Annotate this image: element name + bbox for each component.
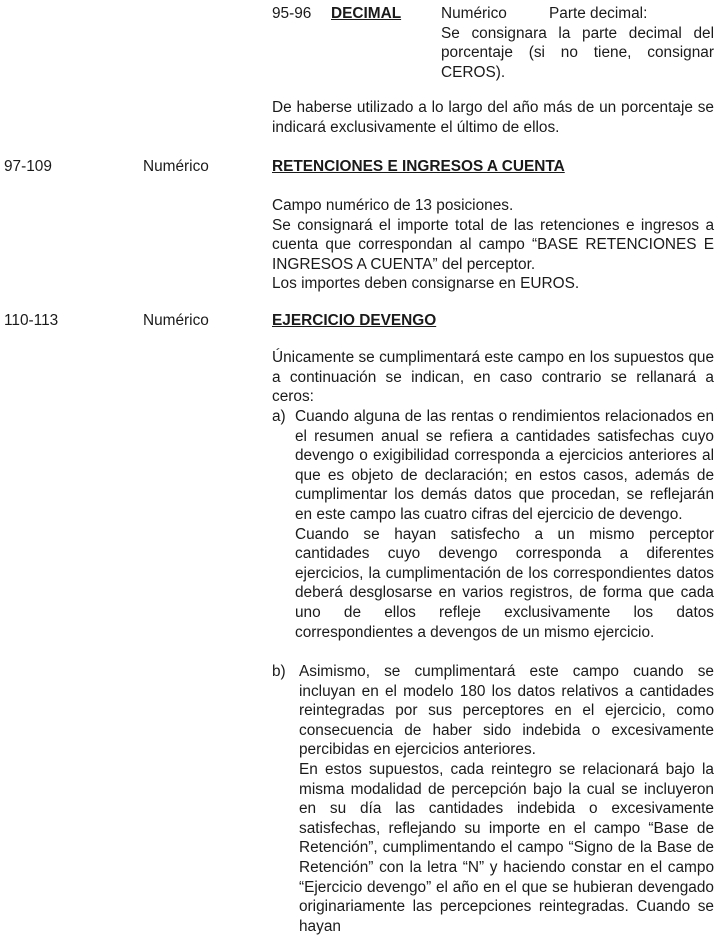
field-name: DECIMAL	[331, 5, 402, 22]
field-name: RETENCIONES E INGRESOS A CUENTA	[272, 158, 565, 175]
field-position: 97-109	[4, 158, 52, 175]
desc-line: Los importes deben consignarse en EUROS.	[272, 275, 580, 293]
list-item-label: a)	[272, 408, 286, 425]
list-item-paragraph: En estos supuestos, cada reintegro se relacionará bajo la misma modalidad de percepción bajo la cual se incluyeron en su día las cantidades indebida o excesivamente satisfechas, reflejando su importe en el campo “Base de Retención”, cumplimentando el campo “Signo de la Base de Retención” con la letra “N” y haciendo constar en el campo “Ejercicio devengo” el año en el que se hubieran devengado originariamente las percepciones reintegradas. Cuando se hayan	[299, 760, 714, 935]
list-item-paragraph: Cuando se hayan satisfecho a un mismo perceptor cantidades cuyo devengo corresponda a diferentes ejercicios, la cumplimentación de los correspondientes datos deberá desglosarse en varios registros, de forma que cada uno de ellos refleje exclusivamente los datos correspondientes a devengos de un mismo ejercicio.	[295, 525, 714, 641]
desc-line: Campo numérico de 13 posiciones.	[272, 197, 514, 214]
field-desc-title: Parte decimal:	[549, 5, 648, 22]
field-name: EJERCICIO DEVENGO	[272, 312, 437, 329]
list-item	[272, 407, 714, 642]
list-item-paragraph: Asimismo, se cumplimentará este campo cuando se incluyan en el modelo 180 los datos relativos a cantidades reintegradas por sus perceptores en el ejercicio, como consecuencia de haber sido indebida o excesivamente percibidas en ejercicios anteriores.	[299, 663, 714, 759]
field-desc-body: Se consignara la parte decimal del porcentaje (si no tiene, consignar CEROS).	[441, 24, 714, 81]
field-type: Numérico	[441, 5, 507, 22]
list-item-paragraph: Cuando alguna de las rentas o rendimientos relacionados en el resumen anual se refiera a cantidades satisfechas cuyo devengo o exigibilidad corresponda a ejercicios anteriores al que es objeto de declaración; en estos casos, además de cumplimentar los demás datos que procedan, se reflejarán en este campo las cuatro cifras del ejercicio de devengo.	[295, 408, 714, 523]
list-item-label: b)	[272, 663, 286, 680]
list-item	[272, 662, 714, 936]
field-type: Numérico	[143, 312, 209, 329]
desc-line: Se consignará el importe total de las retenciones e ingresos a cuenta que correspondan al campo “BASE RETENCIONES E INGRESOS A CUENTA” del perceptor.	[272, 216, 714, 273]
note-paragraph: De haberse utilizado a lo largo del año más de un porcentaje se indicará exclusivamente el último de ellos.	[272, 99, 714, 136]
field-type: Numérico	[143, 158, 209, 175]
intro-paragraph: Únicamente se cumplimentará este campo en los supuestos que a continuación se indican, en caso contrario se rellanará a ceros:	[272, 349, 714, 406]
field-description	[272, 196, 714, 294]
field-position: 110-113	[4, 312, 59, 329]
field-position: 95-96	[272, 5, 312, 22]
